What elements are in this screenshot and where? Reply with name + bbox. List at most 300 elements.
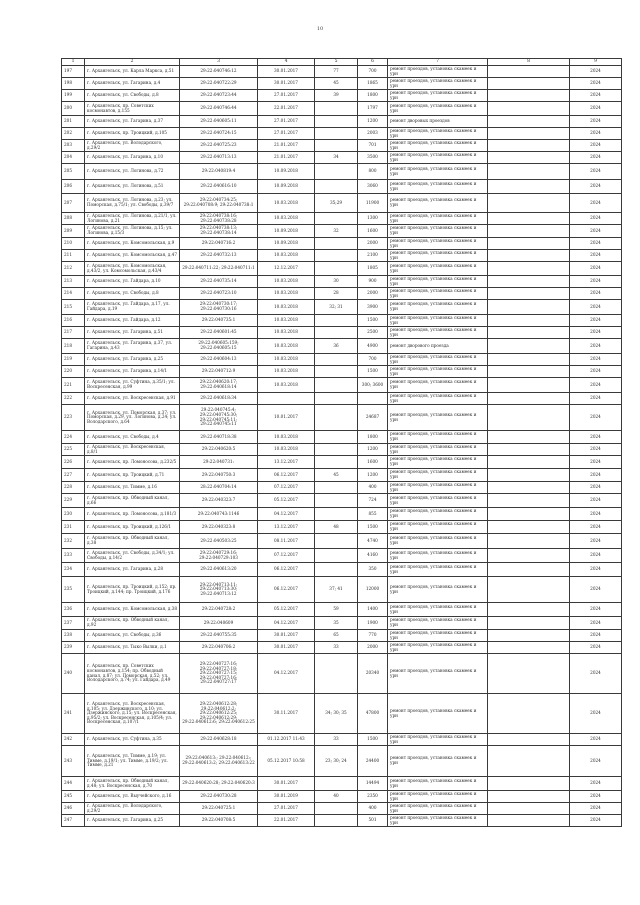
note-cell (488, 225, 570, 238)
year-cell: 2024 (570, 791, 622, 803)
table-row (62, 378, 622, 393)
table-row (62, 630, 622, 642)
date-cell: 30.01.2019 (258, 791, 315, 803)
row-number-cell: 200 (62, 102, 85, 116)
area-cell: 700 (358, 66, 388, 78)
count-cell: 32; 31 (315, 300, 358, 315)
count-cell (315, 393, 358, 405)
table-row (62, 563, 622, 577)
header-row (62, 59, 622, 66)
count-cell (315, 180, 358, 194)
address-cell: г. Архангельск, ул. Логинова, д.23; ул. Поморская, д.75/1; ул. Свободы, д.39/7 (85, 194, 180, 213)
year-cell: 2024 (570, 549, 622, 563)
year-cell: 2024 (570, 300, 622, 315)
row-number-cell: 199 (62, 90, 85, 102)
area-cell: 24687 (358, 405, 388, 431)
cadastral-number-cell: 29:22:040738:13; 29:22:040738:14 (180, 225, 258, 238)
note-cell (488, 534, 570, 549)
table-row (62, 694, 622, 734)
date-cell: 10.09.2018 (258, 180, 315, 194)
table-row (62, 456, 622, 469)
table-row (62, 140, 622, 152)
count-cell (315, 238, 358, 250)
row-number-cell: 223 (62, 405, 85, 431)
table-row (62, 791, 622, 803)
works-description-cell: ремонт проездов, установка скамеек и урн (388, 577, 488, 603)
cadastral-number-cell: 29:22:040738:16; 29:22:040738:28 (180, 213, 258, 225)
works-description-cell: ремонт проездов, установка скамеек и урн (388, 276, 488, 288)
cadastral-number-cell: 29:22:040620:17; 29:22:040618:14 (180, 378, 258, 393)
row-number-cell: 219 (62, 354, 85, 366)
area-cell: 501 (358, 815, 388, 827)
address-cell: г. Архангельск, ул. Комсомольская, д.43/2, ул. Комсомольская, д.43/4 (85, 262, 180, 276)
works-description-cell: ремонт проездов, установка скамеек и урн (388, 803, 488, 815)
table-row (62, 102, 622, 116)
address-cell: г. Архангельск, пр. Советских космонавтов, д.154; пр. Обводный канал, д.87; ул. Поморская, д.52; ул. Володарского, д.74; ул. Гайдара, д.49 (85, 654, 180, 694)
count-cell: 33 (315, 642, 358, 654)
row-number-cell: 228 (62, 482, 85, 494)
column-date-header: 4 (258, 59, 315, 66)
row-number-cell: 246 (62, 803, 85, 815)
year-cell: 2024 (570, 90, 622, 102)
area-cell: 1797 (358, 102, 388, 116)
date-cell: 05.12.2017 10:58 (258, 746, 315, 777)
address-cell: г. Архангельск, ул. Гагарина, д.25 (85, 354, 180, 366)
cadastral-number-cell: 29:22:040628:18 (180, 734, 258, 746)
note-cell (488, 354, 570, 366)
cadastral-number-cell: 29:22:040620:28; 29:22:040620:3 (180, 777, 258, 791)
area-cell: 1800 (358, 431, 388, 444)
works-description-cell: ремонт проездов, установка скамеек и урн (388, 378, 488, 393)
note-cell (488, 815, 570, 827)
row-number-cell: 238 (62, 630, 85, 642)
row-number-cell: 207 (62, 194, 85, 213)
area-cell: 11900 (358, 194, 388, 213)
year-cell: 2024 (570, 617, 622, 630)
year-cell: 2024 (570, 276, 622, 288)
year-cell: 2024 (570, 238, 622, 250)
column-year-header: 9 (570, 59, 622, 66)
note-cell (488, 791, 570, 803)
date-cell: 21.01.2017 (258, 152, 315, 164)
area-cell: 701 (358, 140, 388, 152)
address-cell: г. Архангельск, пр. Обводный канал, д.38 (85, 534, 180, 549)
count-cell (315, 508, 358, 521)
date-cell: 10.03.2018 (258, 378, 315, 393)
year-cell: 2024 (570, 456, 622, 469)
address-cell: г. Архангельск, ул. Гагарина, д.51 (85, 327, 180, 339)
address-cell: г. Архангельск, ул. Воскресенская, д.105; ул. Дзержинского, д.10; ул. Дзержинского, д.15; ул. Воскресенская, д.95/2; ул. Воскресенская, д.105/4; ул. Воскресенская, д.107/1 (85, 694, 180, 734)
address-cell: г. Архангельск, ул. Тимме, д.19; ул. Тимме, д.19/1; ул. Тимме, д.19/2; ул. Тимме, д.21 (85, 746, 180, 777)
cadastral-number-cell: 29:22:040706:2 (180, 642, 258, 654)
date-cell: 05.12.2017 (258, 603, 315, 617)
address-cell: г. Архангельск, ул. Воскресенская, д.91 (85, 393, 180, 405)
count-cell (315, 250, 358, 262)
table-row (62, 300, 622, 315)
area-cell: 2100 (358, 250, 388, 262)
table-row (62, 225, 622, 238)
date-cell: 10.01.2017 (258, 405, 315, 431)
cadastral-number-cell: 29:22:040613:; 29:22:040612:; 29:22:040613:2; 29:22:040613:22 (180, 746, 258, 777)
works-description-cell: ремонт дворовых проездов (388, 116, 488, 128)
note-cell (488, 152, 570, 164)
cadastral-number-cell: 28:22:040704:14 (180, 482, 258, 494)
column-works-header: 7 (388, 59, 488, 66)
date-cell: 30.11.2017 (258, 694, 315, 734)
count-cell: 65 (315, 630, 358, 642)
address-cell: г. Архангельск, ул. Гагарина, д.4 (85, 78, 180, 90)
row-number-cell: 215 (62, 300, 85, 315)
date-cell: 04.12.2017 (258, 617, 315, 630)
address-cell: г. Архангельск, пр. Советских космонавтов, д.155 (85, 102, 180, 116)
date-cell: 04.12.2017 (258, 508, 315, 521)
year-cell: 2024 (570, 116, 622, 128)
address-cell: г. Архангельск, ул. Поморская, д.37; ул. Поморская, д.29, ул. Логинова, д.24; ул. Володарского, д.64 (85, 405, 180, 431)
table-row (62, 654, 622, 694)
cadastral-number-cell: 29:22:040732:13 (180, 250, 258, 262)
area-cell: 2000 (358, 642, 388, 654)
count-cell (315, 405, 358, 431)
cadastral-number-cell: 29:22:040729:16; 29:22:040729:103 (180, 549, 258, 563)
year-cell: 2024 (570, 262, 622, 276)
table-row (62, 734, 622, 746)
works-description-cell: ремонт проездов, установка скамеек и урн (388, 354, 488, 366)
note-cell (488, 694, 570, 734)
works-description-cell: ремонт проездов, установка скамеек и урн (388, 534, 488, 549)
count-cell (315, 164, 358, 180)
works-description-cell: ремонт проездов, установка скамеек и урн (388, 617, 488, 630)
row-number-cell: 204 (62, 152, 85, 164)
note-cell (488, 654, 570, 694)
note-cell (488, 456, 570, 469)
note-cell (488, 431, 570, 444)
address-cell: г. Архангельск, ул. Воскресенская, д.8/1 (85, 444, 180, 456)
table-row (62, 116, 622, 128)
date-cell: 01.12.2017 11:43 (258, 734, 315, 746)
registry-table (61, 58, 622, 827)
row-number-cell: 233 (62, 549, 85, 563)
cadastral-number-cell: 29:22:040613:20 (180, 563, 258, 577)
note-cell (488, 213, 570, 225)
year-cell: 2024 (570, 482, 622, 494)
note-cell (488, 521, 570, 534)
table-row (62, 152, 622, 164)
works-description-cell: ремонт проездов, установка скамеек и урн (388, 494, 488, 508)
year-cell: 2024 (570, 315, 622, 327)
date-cell: 10.03.2018 (258, 300, 315, 315)
row-number-cell: 212 (62, 262, 85, 276)
note-cell (488, 327, 570, 339)
year-cell: 2024 (570, 66, 622, 78)
cadastral-number-cell: 29:22:040743:1146 (180, 508, 258, 521)
area-cell: 1200 (358, 444, 388, 456)
table-row (62, 803, 622, 815)
table-row (62, 577, 622, 603)
date-cell: 07.12.2017 (258, 549, 315, 563)
works-description-cell: ремонт проездов, установка скамеек и урн (388, 549, 488, 563)
note-cell (488, 494, 570, 508)
cadastral-number-cell: 29:22:040605:11 (180, 116, 258, 128)
row-number-cell: 218 (62, 339, 85, 354)
note-cell (488, 276, 570, 288)
table-row (62, 431, 622, 444)
note-cell (488, 469, 570, 482)
cadastral-number-cell: 29:22:040605:159; 29:22:040605:15 (180, 339, 258, 354)
works-description-cell: ремонт проездов, установка скамеек и урн (388, 194, 488, 213)
row-number-cell: 226 (62, 456, 85, 469)
cadastral-number-cell: 29:22:040746:12 (180, 66, 258, 78)
works-description-cell: ремонт проездов, установка скамеек и урн (388, 262, 488, 276)
count-cell: 45 (315, 469, 358, 482)
area-cell: 855 (358, 508, 388, 521)
table-row (62, 603, 622, 617)
row-number-cell: 213 (62, 276, 85, 288)
table-row (62, 180, 622, 194)
year-cell: 2024 (570, 213, 622, 225)
count-cell (315, 366, 358, 378)
area-cell: 1500 (358, 315, 388, 327)
table-row (62, 66, 622, 78)
address-cell: г. Архангельск, ул. Логинова, д.72 (85, 164, 180, 180)
area-cell: 24400 (358, 746, 388, 777)
works-description-cell: ремонт проездов, установка скамеек и урн (388, 815, 488, 827)
address-cell: г. Архангельск, ул. Тыко Вылки, д.1 (85, 642, 180, 654)
note-cell (488, 378, 570, 393)
row-number-cell: 197 (62, 66, 85, 78)
row-number-cell: 234 (62, 563, 85, 577)
year-cell: 2024 (570, 694, 622, 734)
works-description-cell: ремонт проездов, установка скамеек и урн (388, 140, 488, 152)
cadastral-number-cell: 29:22:040604:13 (180, 354, 258, 366)
row-number-cell: 241 (62, 694, 85, 734)
row-number-cell: 220 (62, 366, 85, 378)
note-cell (488, 444, 570, 456)
row-number-cell: 243 (62, 746, 85, 777)
area-cell: 770 (358, 630, 388, 642)
address-cell: г. Архангельск, ул. Суфтина, д.35 (85, 734, 180, 746)
note-cell (488, 140, 570, 152)
year-cell: 2024 (570, 508, 622, 521)
count-cell (315, 534, 358, 549)
address-cell: г. Архангельск, ул. Комсомольская, д.47 (85, 250, 180, 262)
cadastral-number-cell: 29:22:040731: (180, 456, 258, 469)
cadastral-number-cell: 29:22:040728:2 (180, 603, 258, 617)
table-row (62, 354, 622, 366)
table-row (62, 250, 622, 262)
date-cell: 21.01.2017 (258, 140, 315, 152)
count-cell: 30 (315, 276, 358, 288)
date-cell: 10.03.2018 (258, 315, 315, 327)
table-row (62, 194, 622, 213)
area-cell: 400 (358, 803, 388, 815)
note-cell (488, 164, 570, 180)
address-cell: г. Архангельск, ул. Гагарина, д.10 (85, 152, 180, 164)
count-cell (315, 431, 358, 444)
row-number-cell: 242 (62, 734, 85, 746)
date-cell: 13.12.2017 (258, 456, 315, 469)
year-cell: 2024 (570, 366, 622, 378)
date-cell: 27.01.2017 (258, 90, 315, 102)
count-cell: 36 (315, 339, 358, 354)
row-number-cell: 217 (62, 327, 85, 339)
area-cell: 900 (358, 276, 388, 288)
note-cell (488, 315, 570, 327)
table-row (62, 405, 622, 431)
works-description-cell: ремонт проездов, установка скамеек и урн (388, 469, 488, 482)
count-cell: 23; 30; 24 (315, 746, 358, 777)
year-cell: 2024 (570, 78, 622, 90)
area-cell: 1200 (358, 116, 388, 128)
area-cell: 2350 (358, 791, 388, 803)
table-row (62, 777, 622, 791)
cadastral-number-cell: 29:22:040727:16; 29:22:040727:18; 29:22:040727:15; 29:22:040727:16; 29:22:040727:17 (180, 654, 258, 694)
address-cell: г. Архангельск, ул. Гагарина, д.37 (85, 116, 180, 128)
year-cell: 2024 (570, 102, 622, 116)
year-cell: 2024 (570, 128, 622, 140)
area-cell: 300; 3600 (358, 378, 388, 393)
year-cell: 2024 (570, 777, 622, 791)
count-cell (315, 262, 358, 276)
note-cell (488, 630, 570, 642)
year-cell: 2024 (570, 444, 622, 456)
cadastral-number-cell: 29:22:040819:4 (180, 164, 258, 180)
row-number-cell: 209 (62, 225, 85, 238)
column-number-header: 1 (62, 59, 85, 66)
area-cell: 3500 (358, 152, 388, 164)
area-cell: 2000 (358, 288, 388, 300)
area-cell: 2500 (358, 327, 388, 339)
table-row (62, 262, 622, 276)
date-cell: 06.12.2017 (258, 563, 315, 577)
row-number-cell: 222 (62, 393, 85, 405)
row-number-cell: 244 (62, 777, 85, 791)
table-row (62, 90, 622, 102)
row-number-cell: 239 (62, 642, 85, 654)
works-description-cell: ремонт проездов, установка скамеек и урн (388, 180, 488, 194)
address-cell: г. Архангельск, ул. Володарского, д.29/2 (85, 140, 180, 152)
year-cell: 2024 (570, 521, 622, 534)
count-cell (315, 102, 358, 116)
year-cell: 2024 (570, 494, 622, 508)
row-number-cell: 245 (62, 791, 85, 803)
works-description-cell: ремонт проездов, установка скамеек и урн (388, 393, 488, 405)
works-description-cell: ремонт проездов, установка скамеек и урн (388, 791, 488, 803)
cadastral-number-cell: 29:22:040723:10 (180, 288, 258, 300)
row-number-cell: 221 (62, 378, 85, 393)
table-row (62, 534, 622, 549)
area-cell: 800 (358, 164, 388, 180)
count-cell (315, 777, 358, 791)
note-cell (488, 250, 570, 262)
year-cell: 2024 (570, 746, 622, 777)
table-row (62, 393, 622, 405)
date-cell: 30.01.2017 (258, 66, 315, 78)
column-area-header: 6 (358, 59, 388, 66)
table-row (62, 617, 622, 630)
count-cell (315, 327, 358, 339)
works-description-cell: ремонт проездов, установка скамеек и урн (388, 90, 488, 102)
count-cell (315, 315, 358, 327)
date-cell: 10.03.2018 (258, 431, 315, 444)
note-cell (488, 194, 570, 213)
address-cell: г. Архангельск, ул. Логинова, д.51 (85, 180, 180, 194)
year-cell: 2024 (570, 393, 622, 405)
works-description-cell: ремонт проездов, установка скамеек и урн (388, 444, 488, 456)
address-cell: г. Архангельск, пр. Троицкий, д.152; пр. Троицкий, д.144; пр. Троицкий, д.176 (85, 577, 180, 603)
count-cell: 33 (315, 734, 358, 746)
table-row (62, 213, 622, 225)
row-number-cell: 203 (62, 140, 85, 152)
note-cell (488, 577, 570, 603)
cadastral-number-cell: 29:22:040730:17; 29:22:040730:16 (180, 300, 258, 315)
date-cell: 08.11.2017 (258, 534, 315, 549)
table-row (62, 494, 622, 508)
address-cell: г. Архангельск, ул. Гайдара, д.10 (85, 276, 180, 288)
count-cell: 77 (315, 66, 358, 78)
count-cell (315, 563, 358, 577)
address-cell: г. Архангельск, пр. Обводный канал, д.66 (85, 494, 180, 508)
count-cell (315, 482, 358, 494)
note-cell (488, 339, 570, 354)
year-cell: 2024 (570, 563, 622, 577)
works-description-cell: ремонт проездов, установка скамеек и урн (388, 164, 488, 180)
table-row (62, 238, 622, 250)
note-cell (488, 746, 570, 777)
row-number-cell: 206 (62, 180, 85, 194)
table-row (62, 339, 622, 354)
table-row (62, 327, 622, 339)
column-address-header: 2 (85, 59, 180, 66)
area-cell: 350 (358, 563, 388, 577)
table-row (62, 469, 622, 482)
area-cell (358, 393, 388, 405)
year-cell: 2024 (570, 250, 622, 262)
note-cell (488, 642, 570, 654)
row-number-cell: 231 (62, 521, 85, 534)
count-cell (315, 549, 358, 563)
cadastral-number-cell: 29:22:040722:29 (180, 78, 258, 90)
works-description-cell: ремонт проездов, установка скамеек и урн (388, 366, 488, 378)
area-cell: 400 (358, 482, 388, 494)
works-description-cell: ремонт проездов, установка скамеек и урн (388, 746, 488, 777)
note-cell (488, 366, 570, 378)
cadastral-number-cell: 29:22:040735:1 (180, 315, 258, 327)
date-cell: 10.03.2018 (258, 288, 315, 300)
table-row (62, 549, 622, 563)
note-cell (488, 238, 570, 250)
area-cell: 3060 (358, 180, 388, 194)
date-cell: 10.03.2018 (258, 366, 315, 378)
year-cell: 2024 (570, 654, 622, 694)
row-number-cell: 229 (62, 494, 85, 508)
date-cell: 10.03.2018 (258, 354, 315, 366)
count-cell (315, 815, 358, 827)
count-cell (315, 140, 358, 152)
note-cell (488, 508, 570, 521)
area-cell: 1600 (358, 456, 388, 469)
cadastral-number-cell: 29:22:040746:44 (180, 102, 258, 116)
count-cell (315, 456, 358, 469)
address-cell: г. Архангельск, ул. Гагарина, д.25 (85, 815, 180, 827)
area-cell: 1300 (358, 213, 388, 225)
address-cell: г. Архангельск, ул. Гагарина, д.14/1 (85, 366, 180, 378)
area-cell: 14494 (358, 777, 388, 791)
works-description-cell: ремонт проездов, установка скамеек и урн (388, 642, 488, 654)
date-cell: 06.12.2017 (258, 469, 315, 482)
date-cell: 10.03.2018 (258, 339, 315, 354)
date-cell: 10.03.2018 (258, 444, 315, 456)
note-cell (488, 777, 570, 791)
